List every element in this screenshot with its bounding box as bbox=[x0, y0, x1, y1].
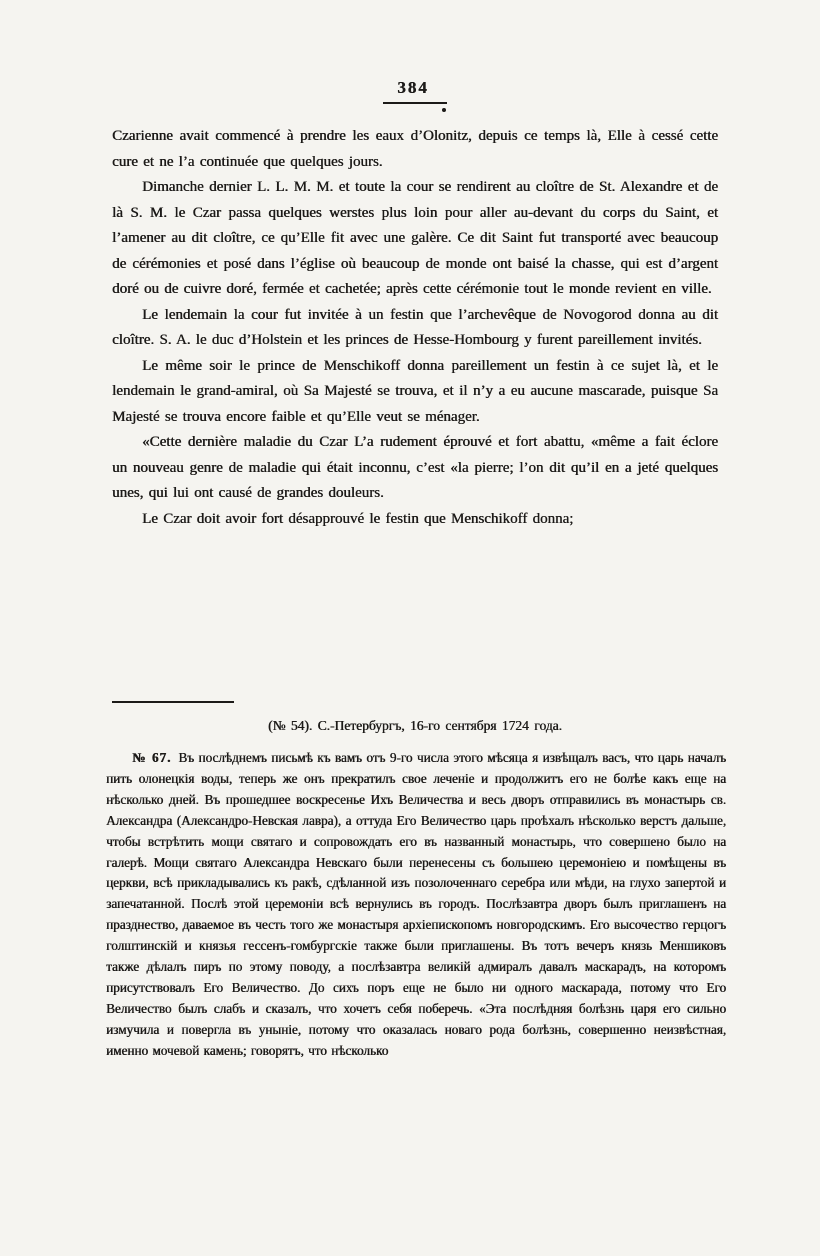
footnote-separator-rule bbox=[112, 701, 234, 703]
paragraph: «Cette dernière maladie du Czar L’a rudement éprouvé et fort abattu, «même a fait éclore un nouveau genre de maladie qui était inconnu, c’est «la pierre; l’on dit qu’il en a jeté quelques unes, qui lui ont causé de grandes douleurs. bbox=[112, 434, 718, 501]
footnote-paragraph bbox=[106, 748, 726, 1062]
french-text-block bbox=[112, 124, 718, 532]
russian-footnote-block bbox=[106, 748, 726, 1062]
page-number-rule bbox=[383, 102, 447, 104]
paragraph: Dimanche dernier L. L. M. M. et toute la cour se rendirent au cloître de St. Alexandre et de là S. M. le Czar passa quelques werstes plus loin pour aller au-devant du corps du Saint, et l’amener au dit cloître, ce qu’Elle fit avec une galère. Ce dit Saint fut transporté avec beaucoup de cérémonies et posé dans l’église où beaucoup de monde ont baisé la chasse, qui est d’argent doré ou de cuivre doré, fermée et cachetée; après cette cérémonie tout le monde revient en ville. bbox=[112, 179, 718, 297]
footnote-body-text: Въ послѣднемъ письмѣ къ вамъ отъ 9-го числа этого мѣсяца я извѣщалъ васъ, что царь началъ пить олонецкія воды, теперь же онъ прекратилъ свое леченіе и продолжитъ его не болѣе какъ еще на нѣсколько дней. Въ прошедшее воскресенье Ихъ Величества и весь дворъ отправились въ монастырь св. Александра (Александро-Невская лавра), а оттуда Его Величество царь проѣхалъ нѣсколько верстъ дальше, чтобы встрѣтить мощи святаго и сопровождать его въ названный монастырь, что совершено было на галерѣ. Мощи святаго Александра Невскаго были перенесены съ большею церемоніею и помѣщены въ церкви, всѣ прикладывались къ ракѣ, сдѣланной изъ позолоченнаго серебра или мѣди, на глухо запертой и запечатанной. Послѣ этой церемоніи всѣ вернулись въ городъ. Послѣзавтра дворъ былъ приглашенъ на празднество, даваемое въ честь того же монастыря архіепископомъ новгородскимъ. Его высочество герцогъ голштинскій и князья гессенъ-гомбургскіе также были приглашены. Въ тотъ вечеръ князь Меншиковъ также дѣлалъ пиръ по этому поводу, а послѣзавтра великій адмиралъ давалъ маскарадъ, на которомъ присутствовалъ Его Величество. До сихъ поръ еще не было ни одного маскарада, потому что Его Величество былъ слабъ и сказалъ, что хочетъ себя поберечь. «Эта послѣдняя болѣзнь царя его сильно измучила и повергла въ уныніе, потому что оказалась новаго рода болѣзнь, совершенно неизвѣстная, именно мочевой камень; говорятъ, что нѣсколько bbox=[106, 750, 726, 1058]
paragraph: Le lendemain la cour fut invitée à un festin que l’archevêque de Novogorod donna au dit cloître. S. A. le duc d’Holstein et les princes de Hesse-Hombourg y furent pareillement invités. bbox=[112, 306, 718, 348]
page-number: 384 bbox=[397, 78, 429, 97]
paragraph: Le Czar doit avoir fort désapprouvé le festin que Menschikoff donna; bbox=[142, 510, 574, 527]
footnote-number: № 67. bbox=[132, 750, 172, 765]
paragraph: Czarienne avait commencé à prendre les eaux d’Olonitz, depuis ce temps là, Elle à cessé cette cure et ne l’a continuée que quelques jours. bbox=[112, 128, 718, 170]
paragraph: Le même soir le prince de Menschikoff donna pareillement un festin à ce sujet là, et le lendemain le grand-amiral, où Sa Majesté se trouva, et il n’y a eu aucune mascarade, puisque Sa Majesté se trouva encore faible et qu’Elle veut se ménager. bbox=[112, 357, 718, 425]
footnote-dateline: (№ 54). С.-Петербургъ, 16-го сентября 1724 года. bbox=[268, 718, 562, 733]
ink-dot bbox=[442, 108, 446, 112]
